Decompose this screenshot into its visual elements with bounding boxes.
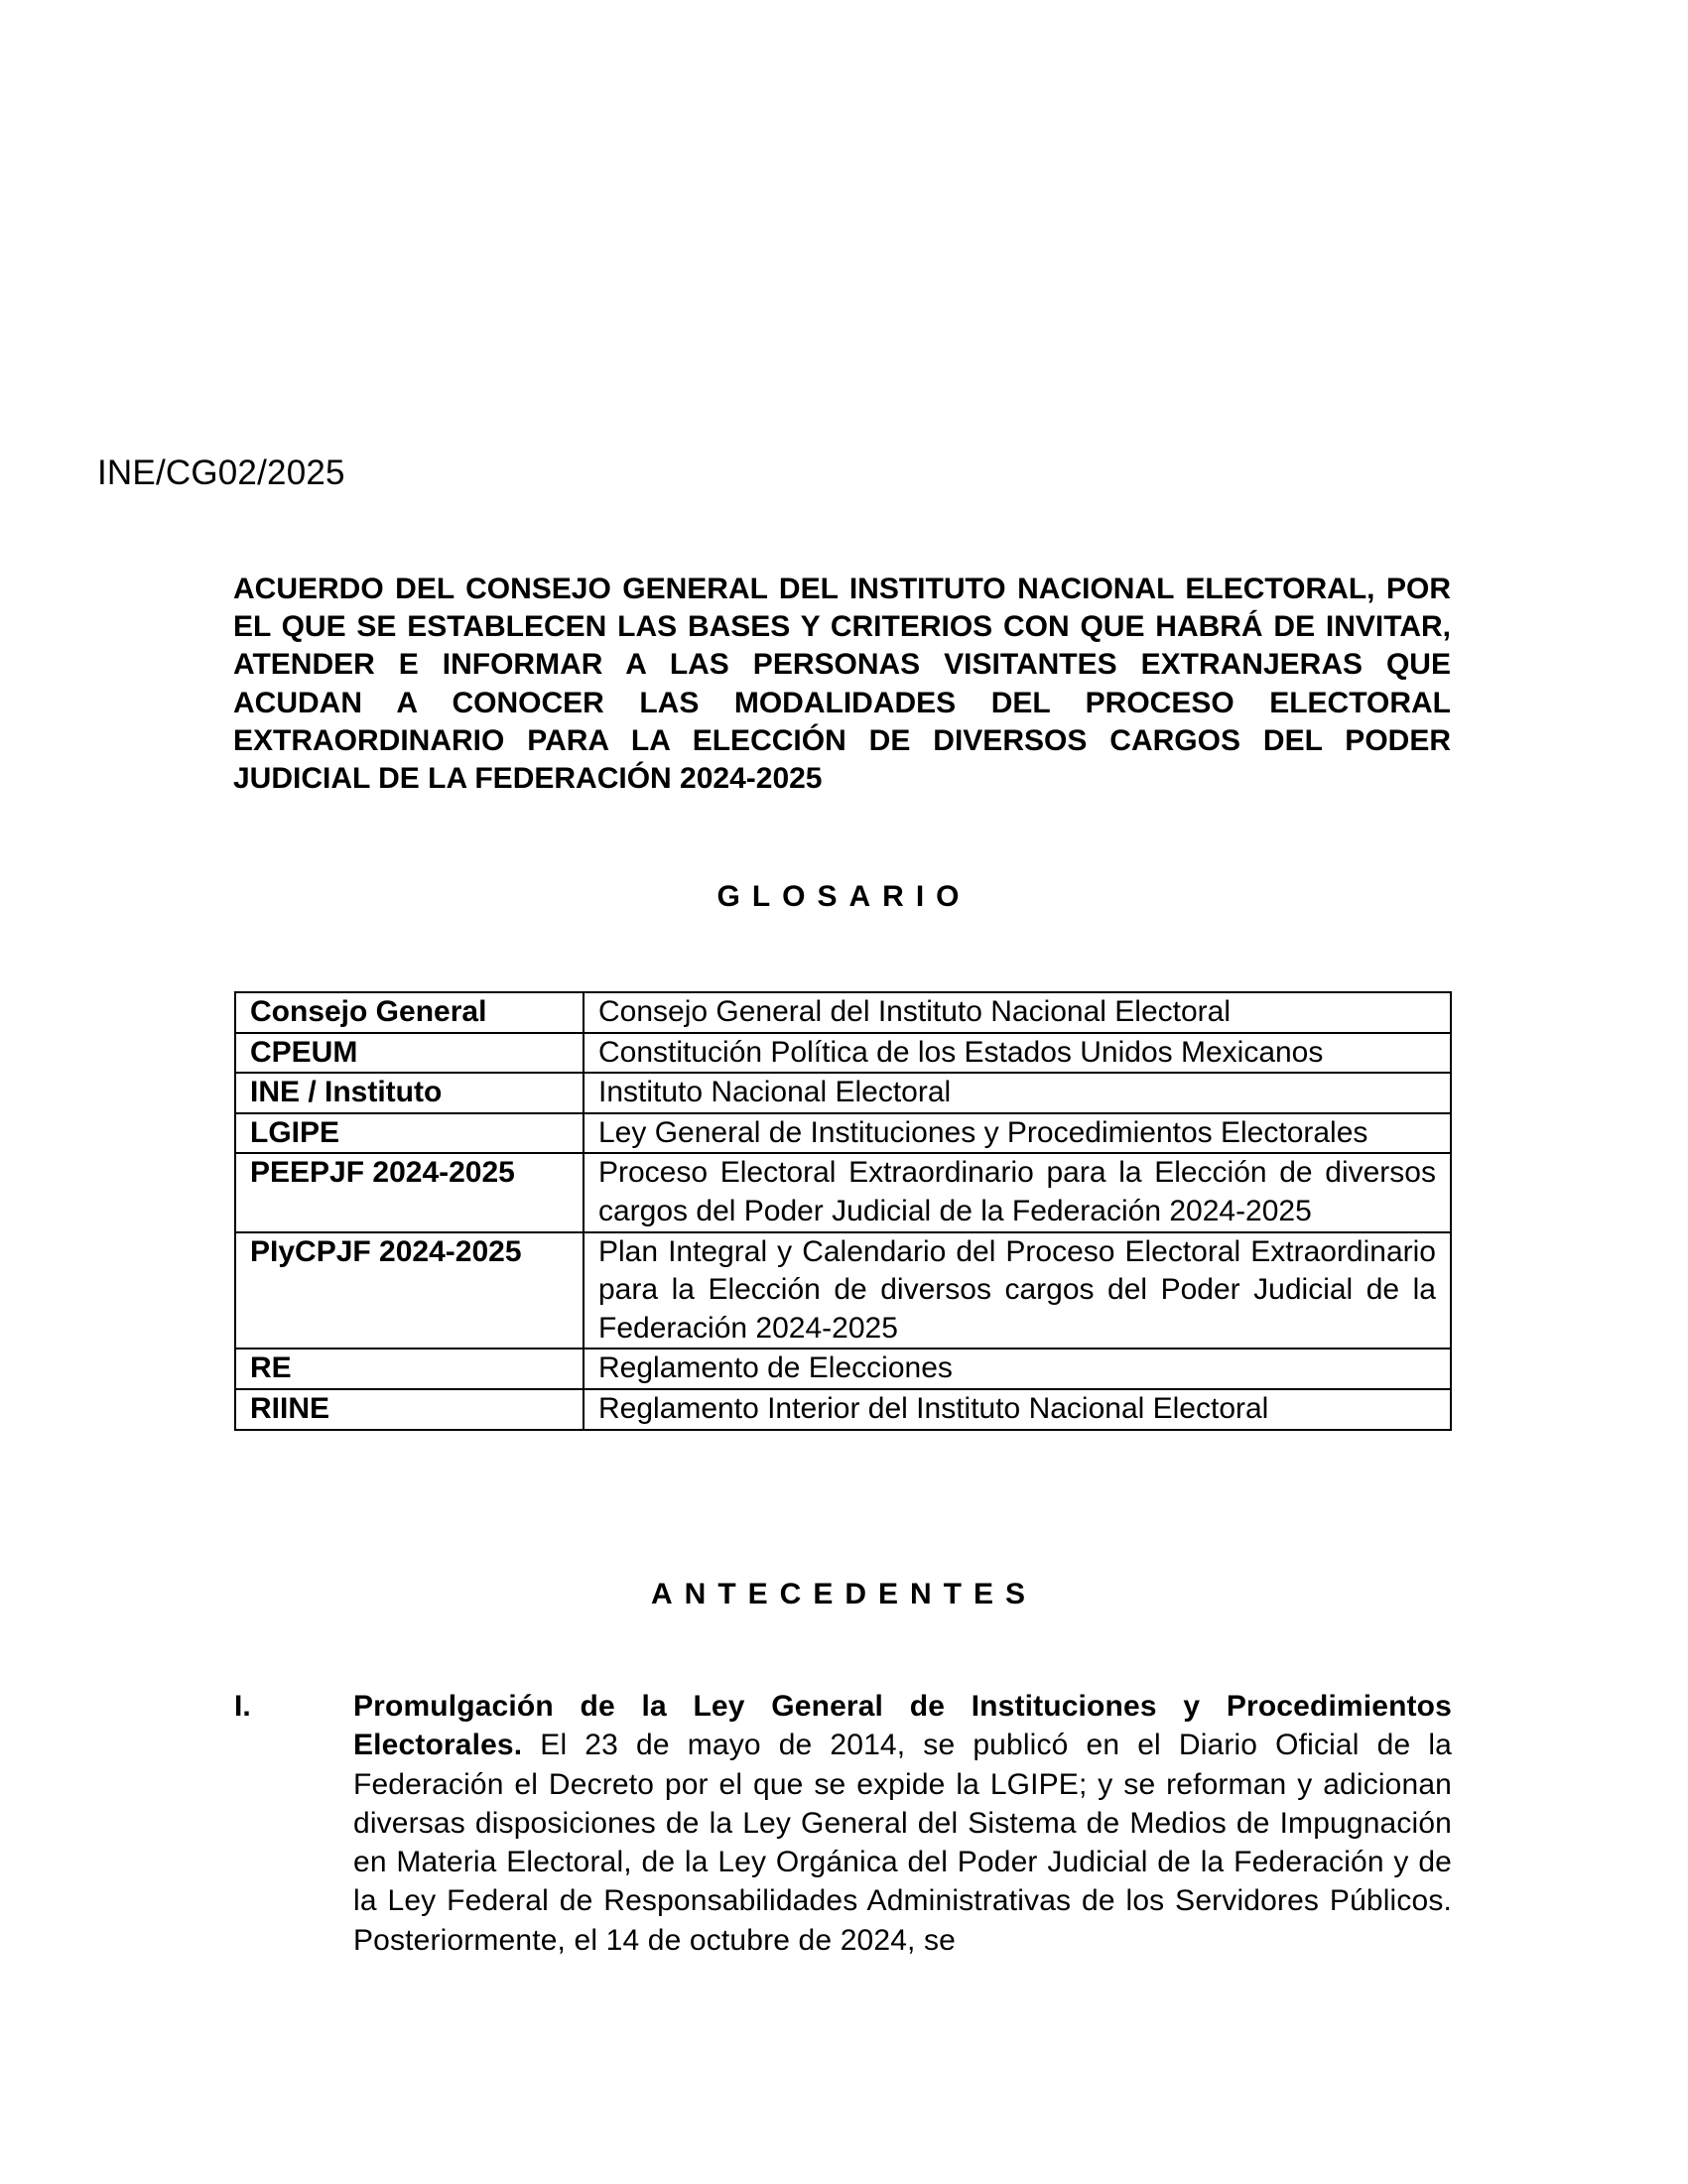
antecedent-body — [353, 1687, 1452, 1960]
glossary-definition: Instituto Nacional Electoral — [584, 1073, 1451, 1113]
glossary-term: PEEPJF 2024-2025 — [235, 1153, 584, 1231]
glossary-term: INE / Instituto — [235, 1073, 584, 1113]
document-title: ACUERDO DEL CONSEJO GENERAL DEL INSTITUTO NACIONAL ELECTORAL, POR EL QUE SE ESTABLECEN LAS BASES Y CRITERIOS CON QUE HABRÁ DE INVITAR, ATENDER E INFORMAR A LAS PERSONAS VISITANTES EXTRANJERAS QUE ACUDAN A CONOCER LAS MODALIDADES DEL PROCESO ELECTORAL EXTRAORDINARIO PARA LA ELECCIÓN DE DIVERSOS CARGOS DEL PODER JUDICIAL DE LA FEDERACIÓN 2024-2025 — [233, 573, 1451, 796]
glossary-definition: Ley General de Instituciones y Procedimientos Electorales — [584, 1113, 1451, 1154]
glossary-definition: Constitución Política de los Estados Unidos Mexicanos — [584, 1033, 1451, 1074]
glossary-row — [235, 1389, 1451, 1430]
glossary-term: CPEUM — [235, 1033, 584, 1074]
glossary-definition: Plan Integral y Calendario del Proceso Electoral Extraordinario para la Elección de diversos cargos del Poder Judicial de la Federación 2024-2025 — [584, 1232, 1451, 1349]
glossary-definition: Consejo General del Instituto Nacional Electoral — [584, 992, 1451, 1033]
glossary-term: Consejo General — [235, 992, 584, 1033]
glossary-row — [235, 992, 1451, 1033]
antecedent-item — [234, 1687, 1452, 1960]
antecedent-lead: Promulgación de la Ley General de Instituciones y Procedimientos Electorales. — [353, 1690, 1452, 1762]
glossary-definition: Reglamento de Elecciones — [584, 1349, 1451, 1389]
glossary-row — [235, 1073, 1451, 1113]
document-id: INE/CG02/2025 — [97, 453, 345, 492]
glossary-table — [234, 991, 1452, 1431]
glossary-term: RE — [235, 1349, 584, 1389]
glossary-row — [235, 1033, 1451, 1074]
glossary-row — [235, 1153, 1451, 1231]
glosario-heading: GLOSARIO — [716, 880, 972, 913]
glossary-row — [235, 1113, 1451, 1154]
glossary-definition: Proceso Electoral Extraordinario para la Elección de diversos cargos del Poder Judicial de la Federación 2024-2025 — [584, 1153, 1451, 1231]
glossary-row — [235, 1349, 1451, 1389]
glossary-row — [235, 1232, 1451, 1349]
glossary-term: RIINE — [235, 1389, 584, 1430]
glossary-definition: Reglamento Interior del Instituto Nacional Electoral — [584, 1389, 1451, 1430]
antecedent-numeral: I. — [234, 1690, 251, 1723]
glossary-term: PIyCPJF 2024-2025 — [235, 1232, 584, 1349]
glossary-term: LGIPE — [235, 1113, 584, 1154]
antecedentes-heading: ANTECEDENTES — [650, 1578, 1038, 1610]
antecedent-text: El 23 de mayo de 2014, se publicó en el Diario Oficial de la Federación el Decreto por el que se expide la LGIPE; y se reforman y adicionan diversas disposiciones de la Ley General del Sistema de Medios de Impugnación en Materia Electoral, de la Ley Orgánica del Poder Judicial de la Federación y de la Ley Federal de Responsabilidades Administrativas de los Servidores Públicos. Posteriormente, el 14 de octubre de 2024, se — [353, 1729, 1452, 1957]
